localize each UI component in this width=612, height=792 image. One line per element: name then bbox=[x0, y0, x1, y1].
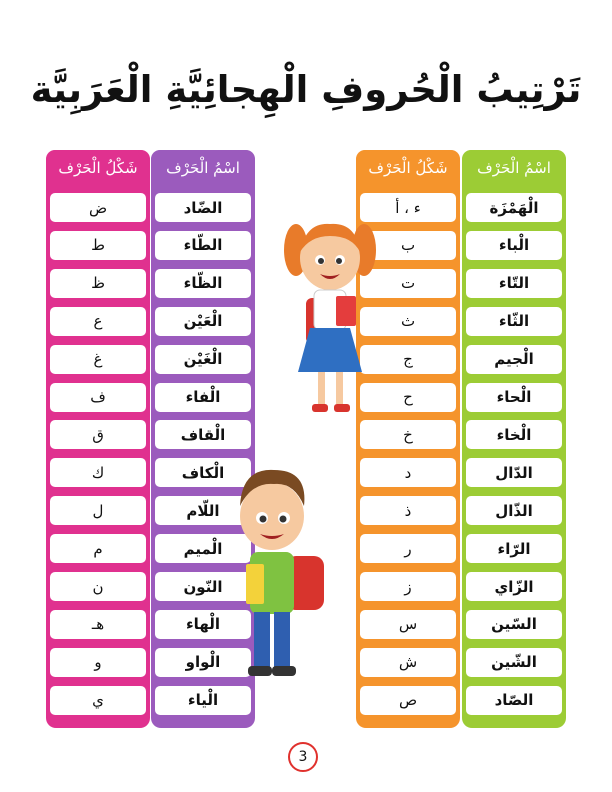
letter-name-cell: الشّين bbox=[466, 648, 562, 677]
letter-name-cell: الرّاء bbox=[466, 534, 562, 563]
letter-shape-cell: ث bbox=[360, 307, 456, 336]
letter-name-cell: الصّاد bbox=[466, 686, 562, 715]
letter-name-cell: اللّام bbox=[155, 496, 251, 525]
letter-name-cell: الْحاء bbox=[466, 383, 562, 412]
letter-shape-cell: ح bbox=[360, 383, 456, 412]
letter-shape-cell: ك bbox=[50, 458, 146, 487]
letter-shape-cell: ظ bbox=[50, 269, 146, 298]
letter-shape-cell: ت bbox=[360, 269, 456, 298]
letter-shape-cell: ف bbox=[50, 383, 146, 412]
letter-shape-cell: ر bbox=[360, 534, 456, 563]
letter-shape-cell: ب bbox=[360, 231, 456, 260]
letter-name-cell: الْميم bbox=[155, 534, 251, 563]
letter-name-cell: الْياء bbox=[155, 686, 251, 715]
letter-shape-cell: ص bbox=[360, 686, 456, 715]
letter-shape-cell: ل bbox=[50, 496, 146, 525]
letter-shape-cell: ع bbox=[50, 307, 146, 336]
letter-name-cell: الْعَيْن bbox=[155, 307, 251, 336]
letter-name-cell: الْجيم bbox=[466, 345, 562, 374]
girl-illustration bbox=[282, 212, 378, 422]
letter-name-cell: الدّال bbox=[466, 458, 562, 487]
left-shape-header: شَكْلُ الْحَرْف bbox=[46, 150, 150, 186]
letter-name-cell: الْهَمْزَة bbox=[466, 193, 562, 222]
letter-name-cell: السّين bbox=[466, 610, 562, 639]
letter-shape-cell: غ bbox=[50, 345, 146, 374]
letter-shape-cell: ن bbox=[50, 572, 146, 601]
letter-shape-cell: د bbox=[360, 458, 456, 487]
letter-shape-cell: هـ bbox=[50, 610, 146, 639]
letter-name-cell: الظّاء bbox=[155, 269, 251, 298]
letter-name-cell: التّاء bbox=[466, 269, 562, 298]
letter-name-cell: الْواو bbox=[155, 648, 251, 677]
page-title: تَرْتِيبُ الْحُروفِ الْهِجائِيَّةِ الْعَرَبِيَّة bbox=[30, 68, 582, 111]
right-name-header: اسْمُ الْحَرْف bbox=[462, 150, 566, 186]
page-number: 3 bbox=[288, 742, 318, 772]
letter-shape-cell: ض bbox=[50, 193, 146, 222]
letter-shape-cell: ء ، أ bbox=[360, 193, 456, 222]
letter-name-cell: الزّاي bbox=[466, 572, 562, 601]
letter-name-cell: الْغَيْن bbox=[155, 345, 251, 374]
letter-shape-cell: ط bbox=[50, 231, 146, 260]
letter-shape-cell: م bbox=[50, 534, 146, 563]
letter-name-cell: النّون bbox=[155, 572, 251, 601]
letter-shape-cell: ق bbox=[50, 420, 146, 449]
letter-name-cell: الضّاد bbox=[155, 193, 251, 222]
letter-shape-cell: ي bbox=[50, 686, 146, 715]
letter-name-cell: الذّال bbox=[466, 496, 562, 525]
letter-shape-cell: ج bbox=[360, 345, 456, 374]
letter-name-cell: الْفاء bbox=[155, 383, 251, 412]
letter-name-cell: الثّاء bbox=[466, 307, 562, 336]
letter-shape-cell: و bbox=[50, 648, 146, 677]
letter-shape-cell: س bbox=[360, 610, 456, 639]
letter-name-cell: الْقاف bbox=[155, 420, 251, 449]
letter-name-cell: الْخاء bbox=[466, 420, 562, 449]
letter-shape-cell: ش bbox=[360, 648, 456, 677]
letter-shape-cell: ز bbox=[360, 572, 456, 601]
letter-name-cell: الْكاف bbox=[155, 458, 251, 487]
letter-name-cell: الْهاء bbox=[155, 610, 251, 639]
right-shape-header: شَكْلُ الْحَرْف bbox=[356, 150, 460, 186]
letter-shape-cell: خ bbox=[360, 420, 456, 449]
left-name-header: اسْمُ الْحَرْف bbox=[151, 150, 255, 186]
boy-illustration bbox=[228, 460, 328, 690]
letter-shape-cell: ذ bbox=[360, 496, 456, 525]
letter-name-cell: الطّاء bbox=[155, 231, 251, 260]
letter-name-cell: الْباء bbox=[466, 231, 562, 260]
